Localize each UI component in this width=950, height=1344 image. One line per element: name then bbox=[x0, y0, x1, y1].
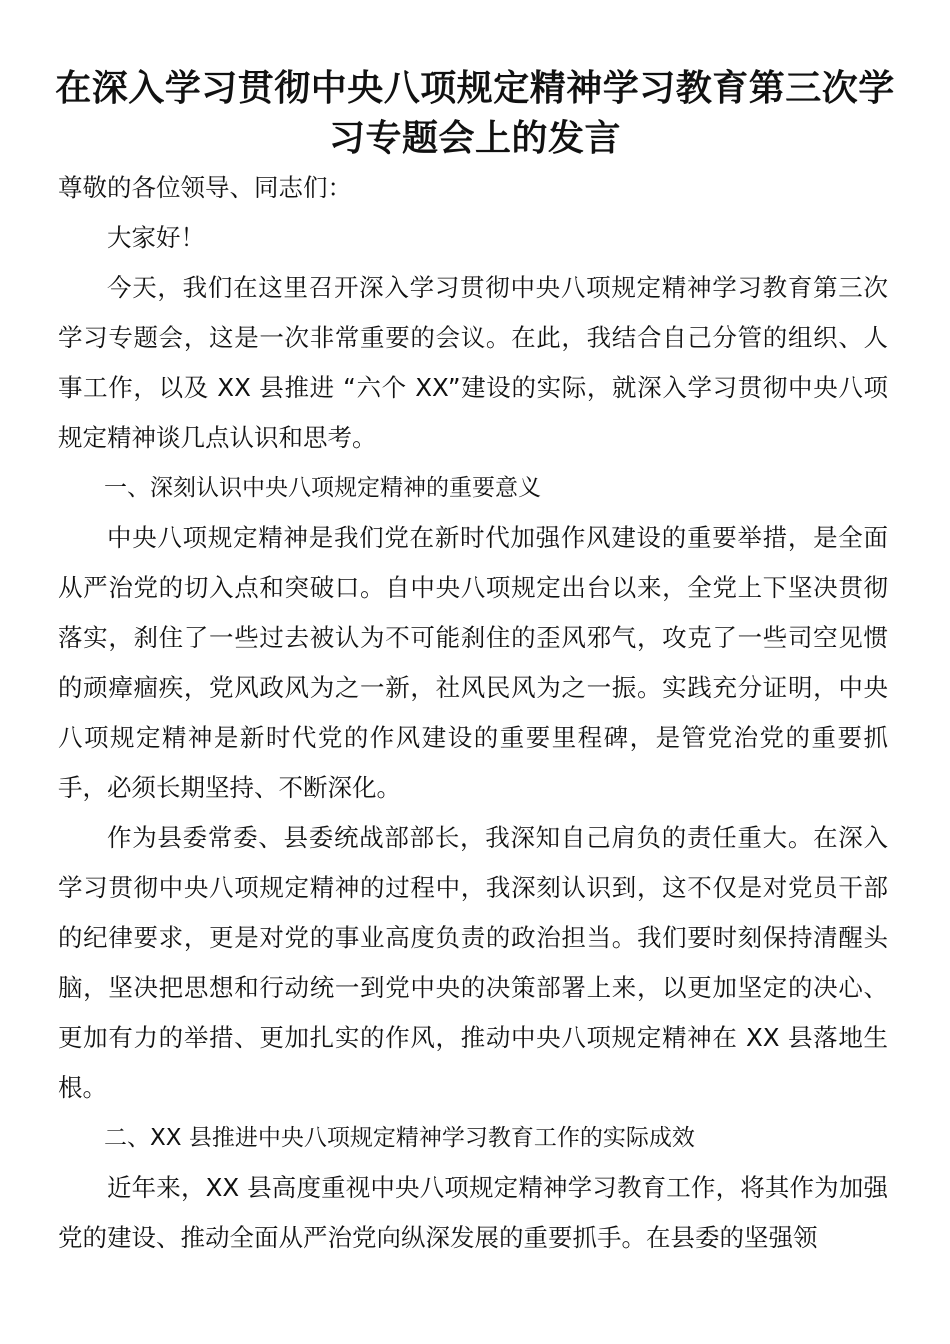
paragraph-intro: 今天，我们在这里召开深入学习贯彻中央八项规定精神学习教育第三次学习专题会，这是一次非常重要的会议。在此，我结合自己分管的组织、人事工作，以及 XX 县推进 “六个 XX”建设的实际，就深入学习贯彻中央八项规定精神谈几点认识和思考。 bbox=[58, 273, 888, 452]
document-title: 在深入学习贯彻中央八项规定精神学习教育第三次学习专题会上的发言 bbox=[55, 68, 895, 159]
paragraph-achievements: 近年来，XX 县高度重视中央八项规定精神学习教育工作，将其作为加强党的建设、推动全面从严治党向纵深发展的重要抓手。在县委的坚强领 bbox=[58, 1173, 888, 1252]
salutation: 尊敬的各位领导、同志们： bbox=[58, 173, 352, 202]
section-heading-2: 二、XX 县推进中央八项规定精神学习教育工作的实际成效 bbox=[104, 1125, 695, 1151]
greeting: 大家好！ bbox=[107, 223, 205, 252]
document-body bbox=[58, 163, 888, 1263]
paragraph-significance: 中央八项规定精神是我们党在新时代加强作风建设的重要举措，是全面从严治党的切入点和突破口。自中央八项规定出台以来，全党上下坚决贯彻落实，刹住了一些过去被认为不可能刹住的歪风邪气，攻克了一些司空见惯的顽瘴痼疾，党风政风为之一新，社风民风为之一振。实践充分证明，中央八项规定精神是新时代党的作风建设的重要里程碑，是管党治党的重要抓手，必须长期坚持、不断深化。 bbox=[58, 523, 888, 802]
paragraph-responsibility: 作为县委常委、县委统战部部长，我深知自己肩负的责任重大。在深入学习贯彻中央八项规定精神的过程中，我深刻认识到，这不仅是对党员干部的纪律要求，更是对党的事业高度负责的政治担当。我们要时刻保持清醒头脑，坚决把思想和行动统一到党中央的决策部署上来，以更加坚定的决心、更加有力的举措、更加扎实的作风，推动中央八项规定精神在 XX 县落地生根。 bbox=[58, 823, 888, 1102]
section-heading-1: 一、深刻认识中央八项规定精神的重要意义 bbox=[104, 475, 541, 501]
